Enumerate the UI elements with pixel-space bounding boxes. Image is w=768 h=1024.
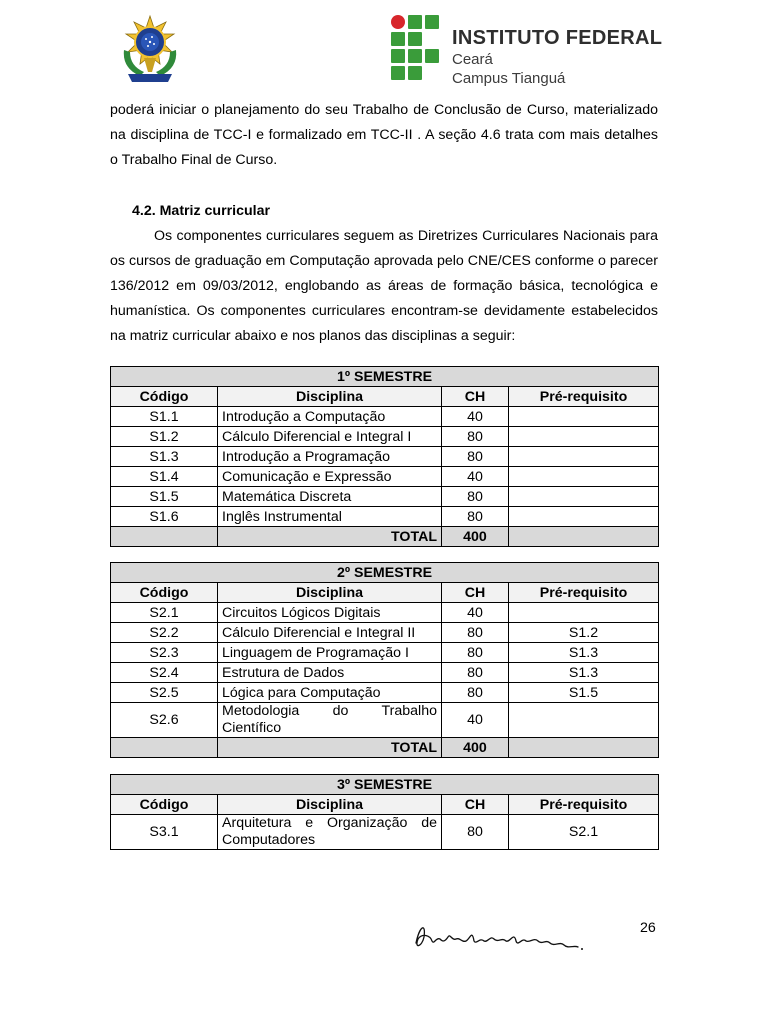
table-row: [111, 427, 659, 447]
cell-discipline: Linguagem de Programação I: [218, 643, 442, 663]
cell-ch: 40: [442, 603, 509, 623]
cell-discipline: Arquitetura e Organização de Computadores: [218, 815, 442, 850]
cell-code: S2.2: [111, 623, 218, 643]
cell-prereq: S1.3: [509, 663, 659, 683]
cell-ch: 40: [442, 407, 509, 427]
column-header-ch: CH: [442, 387, 509, 407]
cell-prereq: [509, 507, 659, 527]
cell-code: S2.1: [111, 603, 218, 623]
institute-campus: Campus Tianguá: [452, 70, 566, 87]
column-header-prereq: Pré-requisito: [509, 583, 659, 603]
cell-ch: 40: [442, 703, 509, 738]
column-header-code: Código: [111, 583, 218, 603]
intro-paragraph: poderá iniciar o planejamento do seu Trabalho de Conclusão de Curso, materializado na disciplina de TCC-I e formalizado em TCC-II . A seção 4.6 trata com mais detalhes o Trabalho Final de Curso.: [110, 102, 658, 168]
cell-code: S1.2: [111, 427, 218, 447]
table-row: [111, 487, 659, 507]
cell-prereq: [509, 467, 659, 487]
column-header-prereq: Pré-requisito: [509, 795, 659, 815]
cell-ch: 40: [442, 467, 509, 487]
cell-prereq: S1.2: [509, 623, 659, 643]
total-label: TOTAL: [218, 527, 442, 547]
cell-code: S2.5: [111, 683, 218, 703]
table-row: [111, 815, 659, 850]
cell-prereq: S1.3: [509, 643, 659, 663]
cell-discipline: Introdução a Programação: [218, 447, 442, 467]
institute-name-block: [452, 26, 662, 88]
column-header-discipline: Disciplina: [218, 795, 442, 815]
column-header-code: Código: [111, 795, 218, 815]
institute-state: Ceará: [452, 51, 493, 68]
column-header-ch: CH: [442, 583, 509, 603]
signature-icon: [410, 915, 590, 955]
page-content: [110, 98, 658, 850]
cell-ch: 80: [442, 427, 509, 447]
cell-ch: 80: [442, 623, 509, 643]
total-value: 400: [442, 738, 509, 758]
page-header: [0, 0, 768, 95]
cell-ch: 80: [442, 447, 509, 467]
table-row: [111, 703, 659, 738]
cell-prereq: [509, 487, 659, 507]
cell-code: S1.3: [111, 447, 218, 467]
cell-code: S1.5: [111, 487, 218, 507]
cell-ch: 80: [442, 815, 509, 850]
cell-discipline: Circuitos Lógicos Digitais: [218, 603, 442, 623]
semester-title: 3º SEMESTRE: [111, 775, 659, 795]
column-header-discipline: Disciplina: [218, 583, 442, 603]
cell-code: S1.6: [111, 507, 218, 527]
cell-ch: 80: [442, 487, 509, 507]
cell-prereq: S2.1: [509, 815, 659, 850]
cell-discipline: Comunicação e Expressão: [218, 467, 442, 487]
cell-code: S3.1: [111, 815, 218, 850]
cell-ch: 80: [442, 643, 509, 663]
cell-discipline: Metodologia do Trabalho Científico: [218, 703, 442, 738]
cell-discipline: Lógica para Computação: [218, 683, 442, 703]
cell-prereq: [509, 603, 659, 623]
table-row: [111, 643, 659, 663]
table-row: [111, 407, 659, 427]
cell-prereq: [509, 407, 659, 427]
semester-2-table: [110, 562, 659, 758]
cell-ch: 80: [442, 663, 509, 683]
section-paragraph: Os componentes curriculares seguem as Diretrizes Curriculares Nacionais para os cursos de graduação em Computação aprovada pelo CNE/CES conforme o parecer 136/2012 em 09/03/2012, englobando as áreas de formação básica, tecnológica e humanística. Os componentes curriculares encontram-se devidamente estabelecidos na matriz curricular abaixo e nos planos das disciplinas a seguir:: [110, 228, 658, 344]
cell-ch: 80: [442, 507, 509, 527]
table-row: [111, 603, 659, 623]
column-header-prereq: Pré-requisito: [509, 387, 659, 407]
cell-code: S2.3: [111, 643, 218, 663]
semester-title: 1º SEMESTRE: [111, 367, 659, 387]
total-row: [111, 738, 659, 758]
cell-prereq: [509, 703, 659, 738]
table-row: [111, 683, 659, 703]
cell-discipline: Matemática Discreta: [218, 487, 442, 507]
cell-ch: 80: [442, 683, 509, 703]
total-label: TOTAL: [218, 738, 442, 758]
semester-3-table: [110, 774, 659, 850]
column-header-ch: CH: [442, 795, 509, 815]
table-row: [111, 447, 659, 467]
column-header-code: Código: [111, 387, 218, 407]
brazil-coat-of-arms-icon: [114, 14, 186, 86]
column-header-discipline: Disciplina: [218, 387, 442, 407]
semester-title: 2º SEMESTRE: [111, 563, 659, 583]
cell-code: S1.4: [111, 467, 218, 487]
table-row: [111, 663, 659, 683]
table-row: [111, 623, 659, 643]
total-value: 400: [442, 527, 509, 547]
table-row: [111, 507, 659, 527]
total-row: [111, 527, 659, 547]
page-number: 26: [640, 920, 656, 936]
cell-discipline: Cálculo Diferencial e Integral I: [218, 427, 442, 447]
institute-title: INSTITUTO FEDERAL: [452, 27, 663, 49]
cell-discipline: Estrutura de Dados: [218, 663, 442, 683]
cell-code: S2.4: [111, 663, 218, 683]
cell-code: S1.1: [111, 407, 218, 427]
section-title: 4.2. Matriz curricular: [132, 203, 270, 219]
cell-discipline: Cálculo Diferencial e Integral II: [218, 623, 442, 643]
semester-1-table: [110, 366, 659, 547]
cell-code: S2.6: [111, 703, 218, 738]
cell-prereq: [509, 447, 659, 467]
cell-prereq: S1.5: [509, 683, 659, 703]
table-row: [111, 467, 659, 487]
cell-prereq: [509, 427, 659, 447]
cell-discipline: Introdução a Computação: [218, 407, 442, 427]
cell-discipline: Inglês Instrumental: [218, 507, 442, 527]
logo-red-dot: [391, 15, 405, 29]
